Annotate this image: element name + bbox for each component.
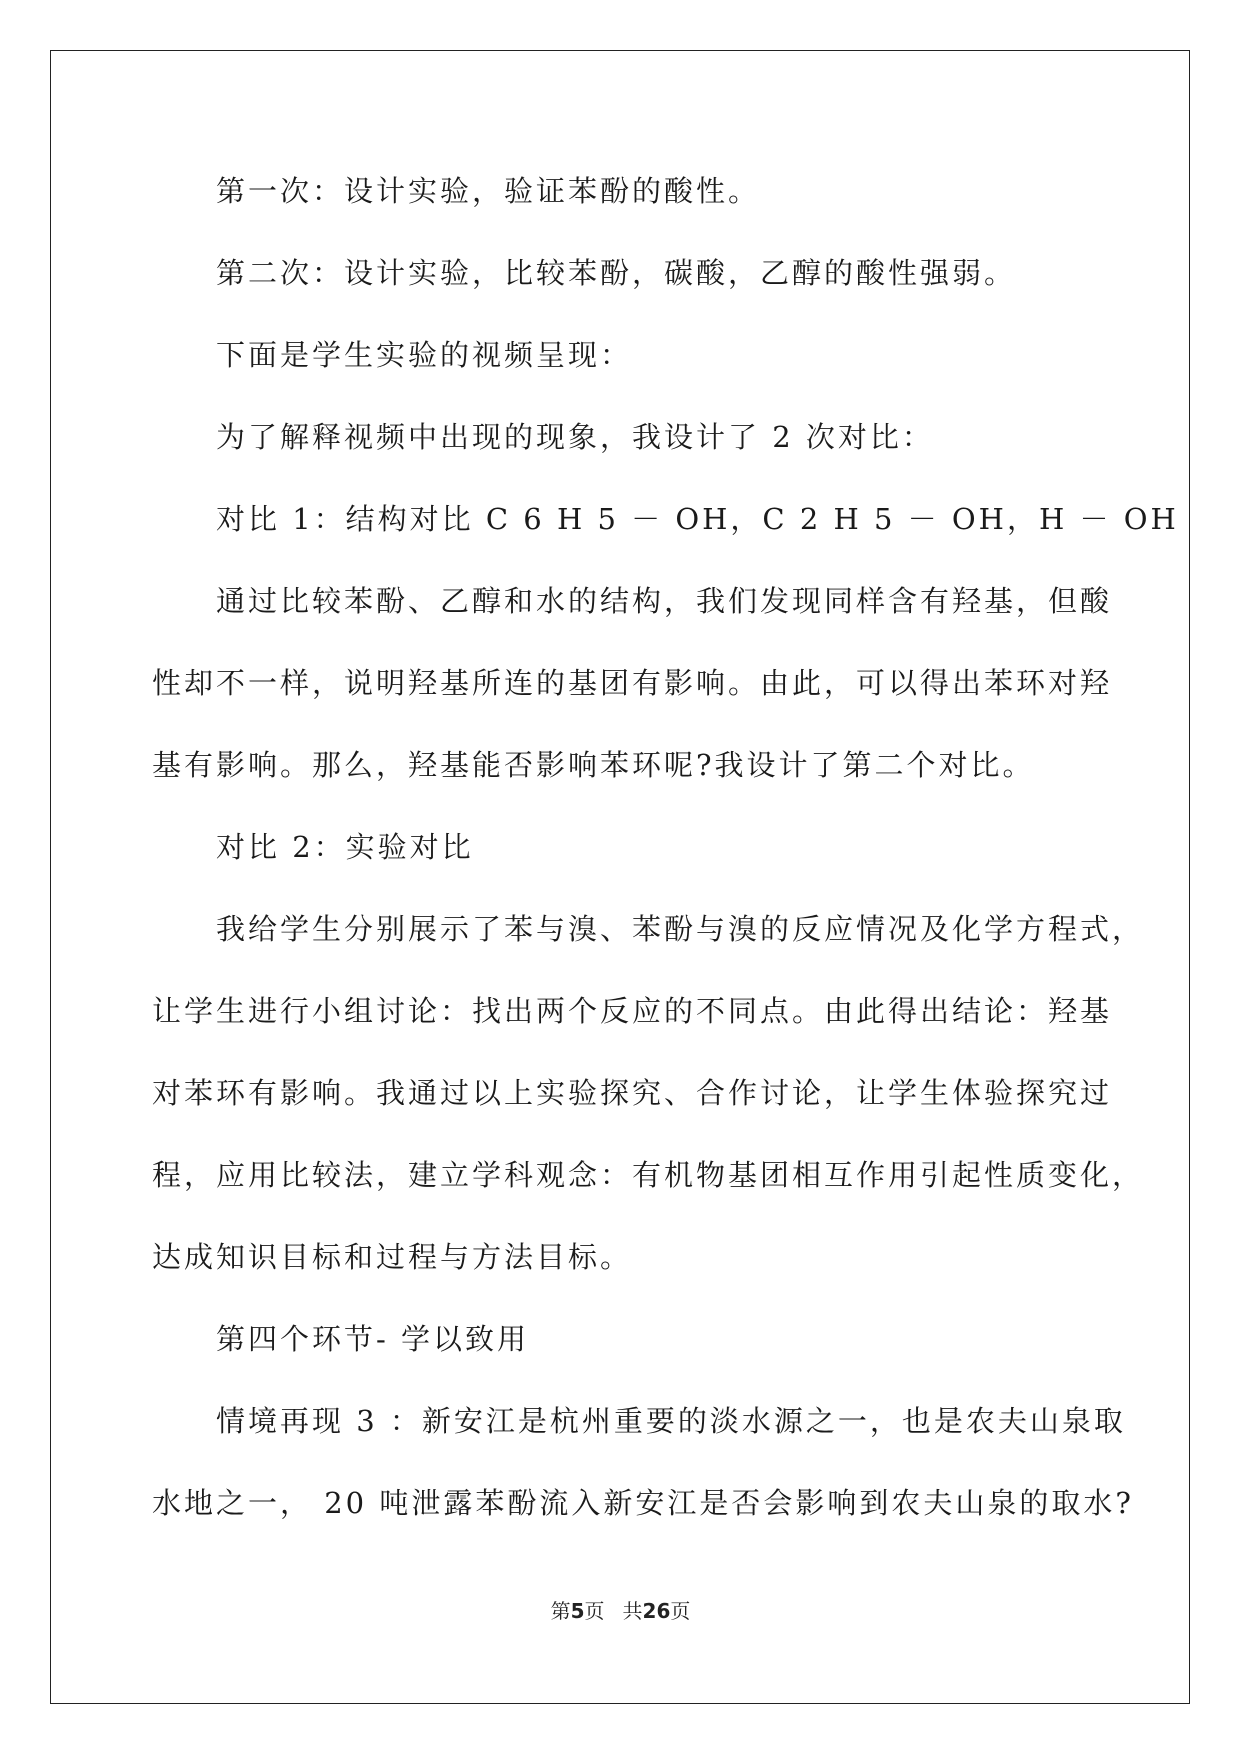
total-suffix: 页	[670, 1599, 691, 1623]
text-line: 让学生进行小组讨论：找出两个反应的不同点。由此得出结论：羟基	[152, 994, 1113, 1028]
document-body	[152, 150, 1179, 1544]
text-line: 性却不一样，说明羟基所连的基团有影响。由此，可以得出苯环对羟	[152, 666, 1113, 700]
total-pages: 26	[642, 1599, 671, 1623]
text-line: 为了解释视频中出现的现象，我设计了 2 次对比：	[216, 420, 934, 454]
text-line: 下面是学生实验的视频呈现：	[216, 338, 633, 372]
text-line: 程，应用比较法，建立学科观念：有机物基团相互作用引起性质变化，	[152, 1158, 1145, 1192]
text-line: 达成知识目标和过程与方法目标。	[152, 1240, 633, 1274]
text-line: 第二次：设计实验，比较苯酚，碳酸，乙醇的酸性强弱。	[216, 256, 1017, 290]
text-line: 情境再现 3 ：新安江是杭州重要的淡水源之一，也是农夫山泉取	[216, 1404, 1126, 1438]
text-line: 对苯环有影响。我通过以上实验探究、合作讨论，让学生体验探究过	[152, 1076, 1113, 1110]
page-number: 5	[570, 1599, 585, 1623]
text-line: 对比 2：实验对比	[216, 830, 474, 864]
text-line: 第一次：设计实验，验证苯酚的酸性。	[216, 174, 761, 208]
text-line: 第四个环节- 学以致用	[216, 1322, 530, 1356]
page-prefix: 第	[550, 1599, 571, 1623]
page-footer	[0, 1595, 1241, 1624]
text-line: 基有影响。那么，羟基能否影响苯环呢?我设计了第二个对比。	[152, 748, 1035, 782]
text-line: 水地之一， 20 吨泄露苯酚流入新安江是否会影响到农夫山泉的取水?	[152, 1486, 1134, 1520]
text-line: 对比 1：结构对比 C 6 H 5 － OH，C 2 H 5 － OH，H － OH	[216, 502, 1179, 536]
text-line: 我给学生分别展示了苯与溴、苯酚与溴的反应情况及化学方程式，	[216, 912, 1145, 946]
page-suffix: 页	[584, 1599, 605, 1623]
text-line: 通过比较苯酚、乙醇和水的结构，我们发现同样含有羟基，但酸	[216, 584, 1113, 618]
total-prefix: 共	[622, 1599, 643, 1623]
